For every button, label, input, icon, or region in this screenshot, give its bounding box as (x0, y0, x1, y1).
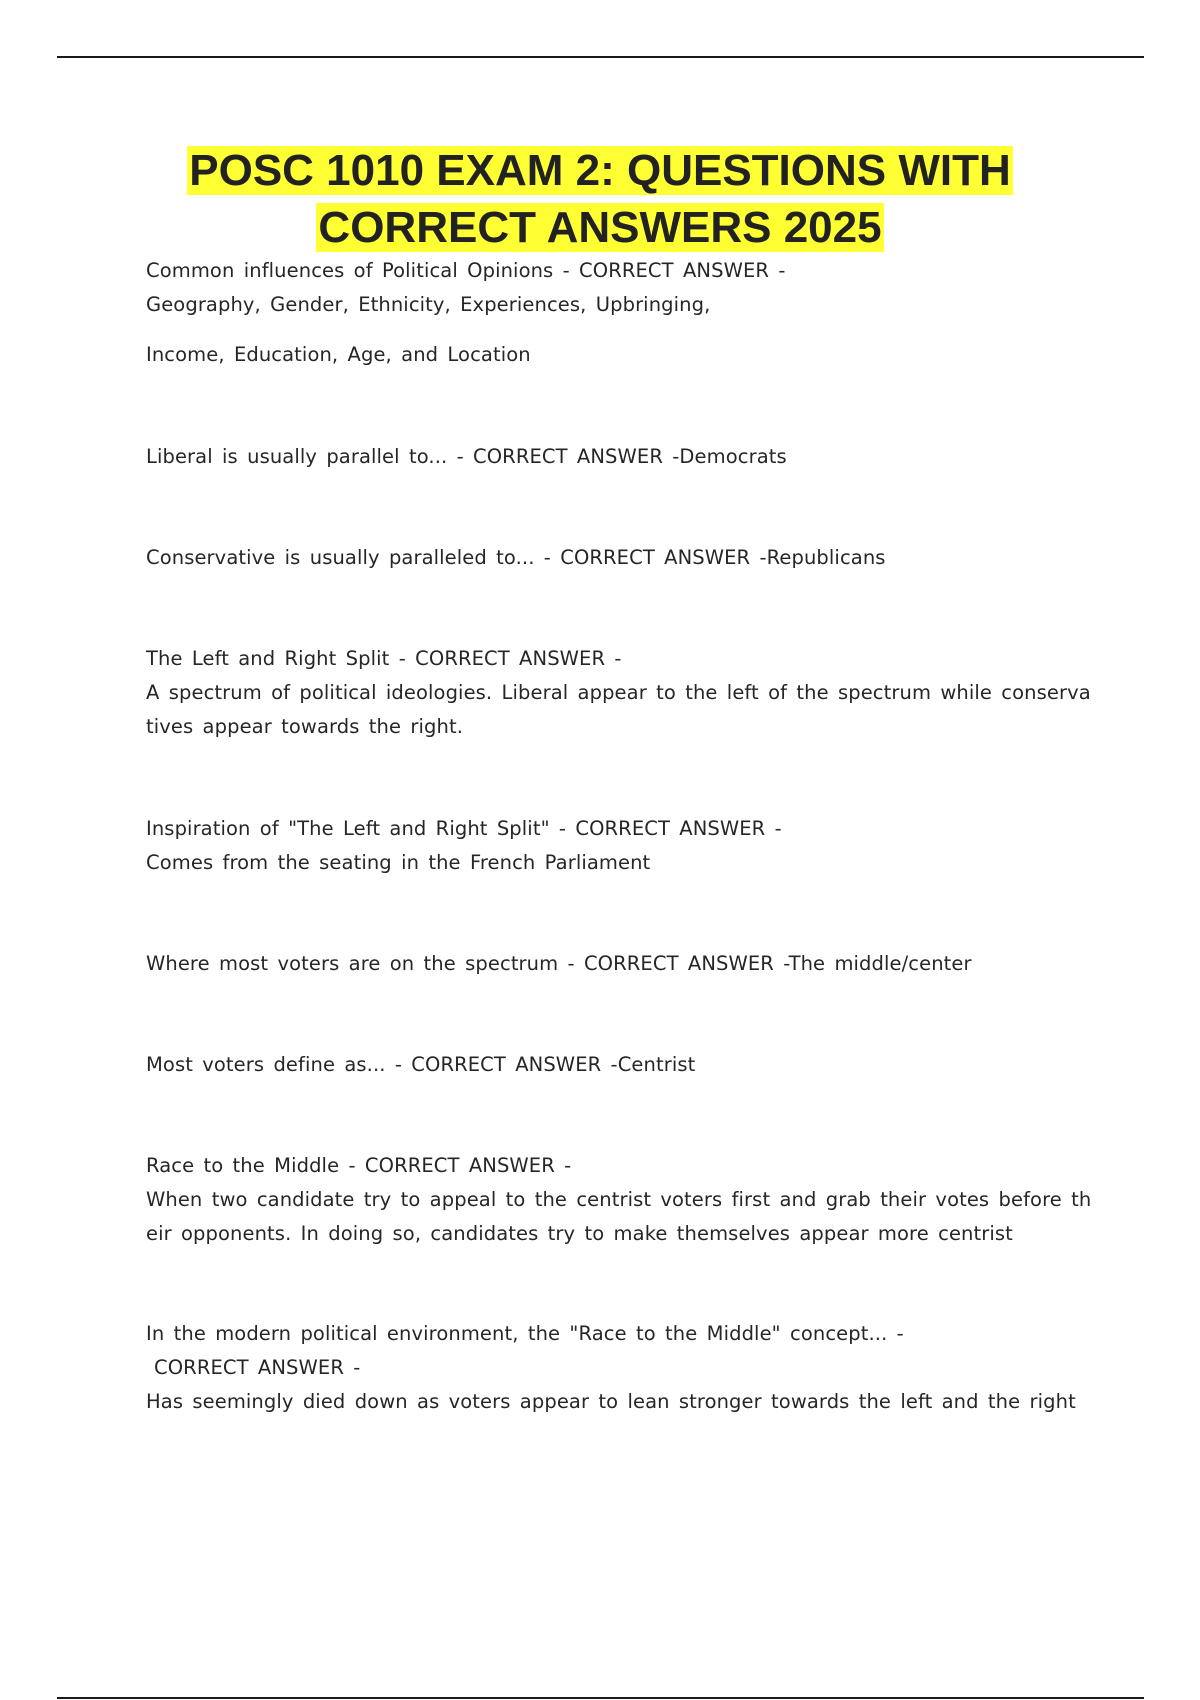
question-text: Race to the Middle - CORRECT ANSWER - (146, 1154, 572, 1177)
qa-item-most-voters-spectrum (146, 947, 1092, 981)
question-text: Liberal is usually parallel to... - CORRECT ANSWER -Democrats (146, 445, 787, 468)
question-text: Inspiration of "The Left and Right Split" - CORRECT ANSWER - (146, 817, 782, 840)
answer-text: When two candidate try to appeal to the centrist voters first and grab their votes before th (146, 1188, 1092, 1211)
bottom-rule (57, 1697, 1144, 1699)
question-text: In the modern political environment, the "Race to the Middle" concept... - (146, 1322, 904, 1345)
title-line-1: POSC 1010 EXAM 2: QUESTIONS WITH (189, 146, 1011, 195)
question-text: Common influences of Political Opinions - CORRECT ANSWER - (146, 259, 786, 282)
qa-item-race-to-middle (146, 1149, 1092, 1251)
title-line-2: CORRECT ANSWERS 2025 (318, 203, 882, 252)
question-text: Conservative is usually paralleled to... - CORRECT ANSWER -Republicans (146, 546, 886, 569)
question-text: Most voters define as... - CORRECT ANSWER -Centrist (146, 1053, 696, 1076)
qa-item-liberal (146, 440, 1092, 474)
qa-item-left-right-split (146, 642, 1092, 744)
answer-text: Has seemingly died down as voters appear to lean stronger towards the left and the right (146, 1390, 1076, 1413)
qa-item-inspiration (146, 812, 1092, 880)
answer-text: tives appear towards the right. (146, 715, 464, 738)
top-rule (57, 56, 1144, 58)
answer-text: eir opponents. In doing so, candidates try to make themselves appear more centrist (146, 1222, 1013, 1245)
answer-text: Comes from the seating in the French Parliament (146, 851, 651, 874)
question-text: Where most voters are on the spectrum - CORRECT ANSWER -The middle/center (146, 952, 972, 975)
answer-text: Geography, Gender, Ethnicity, Experiences, Upbringing, (146, 293, 711, 316)
qa-item-influences (146, 254, 1092, 372)
qa-item-centrist (146, 1048, 1092, 1082)
answer-text: Income, Education, Age, and Location (146, 343, 531, 366)
question-text: The Left and Right Split - CORRECT ANSWER - (146, 647, 622, 670)
answer-text: A spectrum of political ideologies. Liberal appear to the left of the spectrum while conserva (146, 681, 1091, 704)
answer-label: CORRECT ANSWER - (154, 1356, 361, 1379)
page-title (60, 142, 1140, 256)
qa-item-conservative (146, 541, 1092, 575)
qa-item-modern-environment (146, 1317, 1092, 1419)
